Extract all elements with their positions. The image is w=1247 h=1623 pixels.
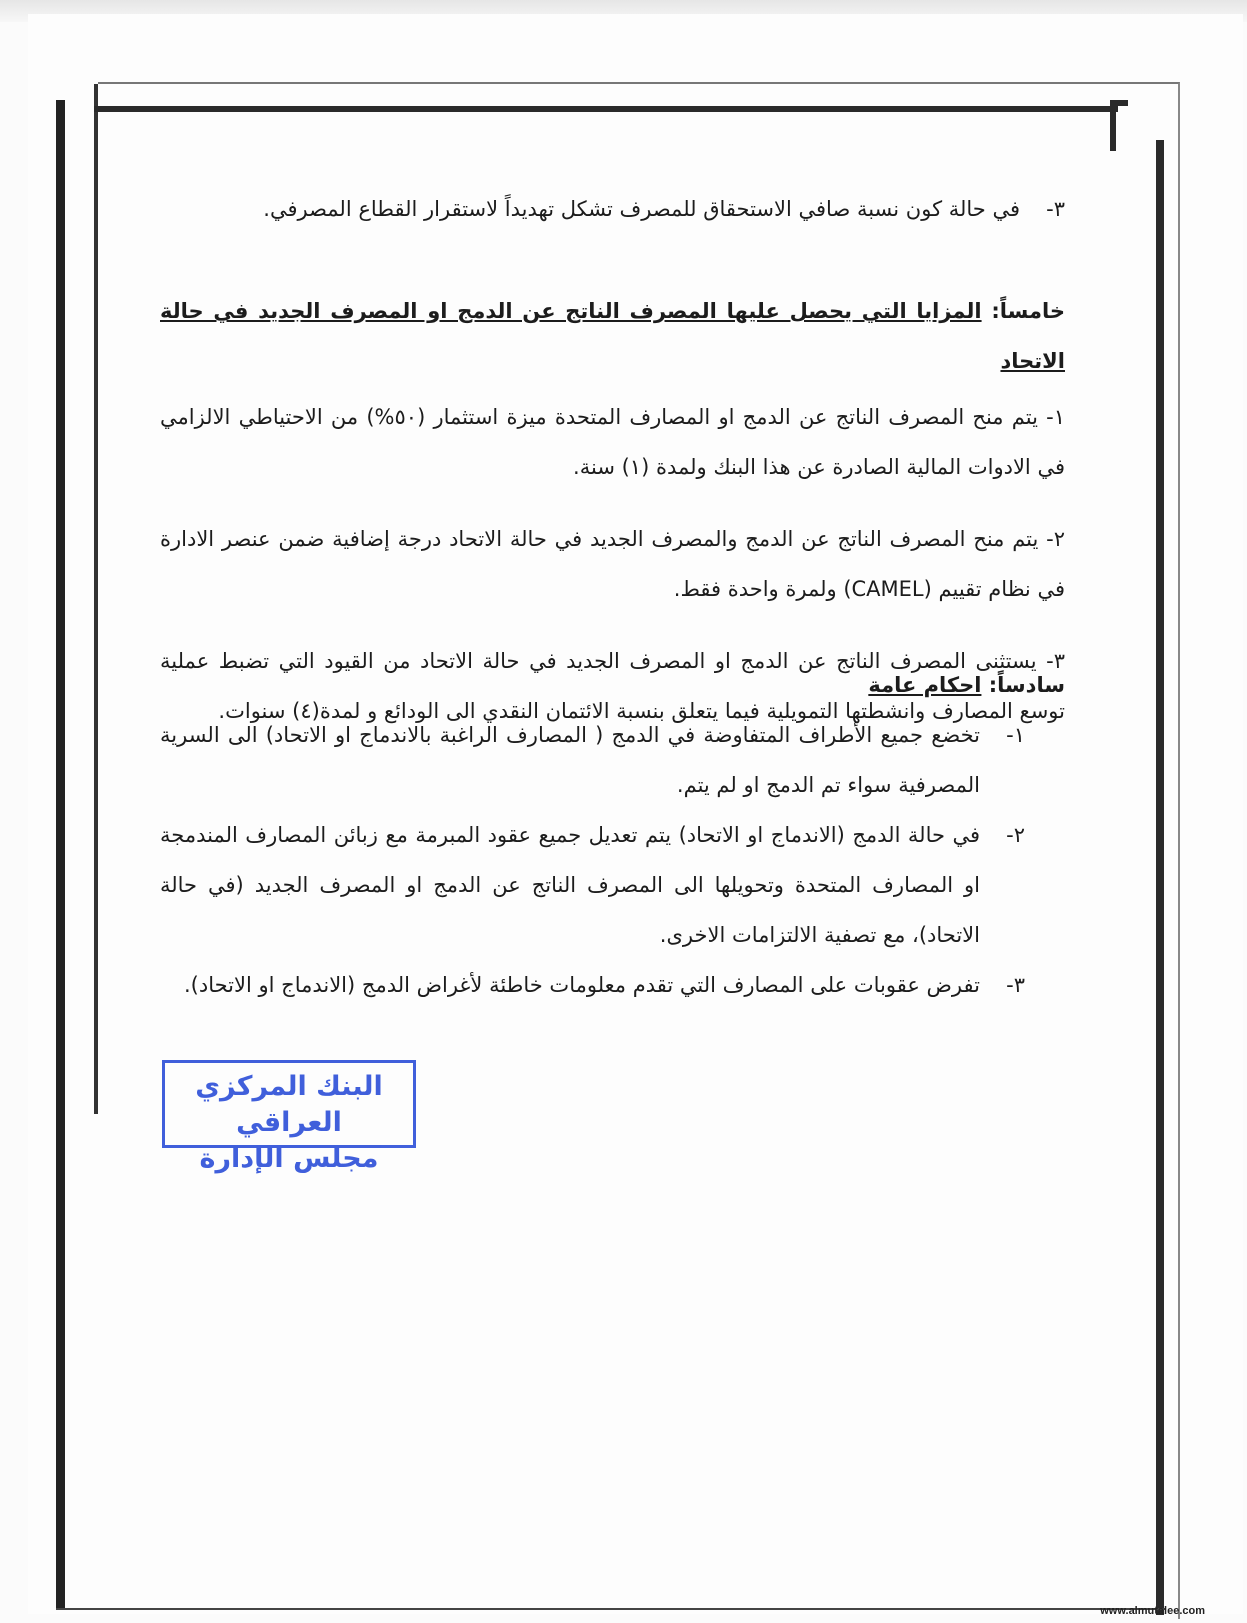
- page-border-corner: [1110, 100, 1128, 151]
- item-text: في حالة كون نسبة صافي الاستحقاق للمصرف تشكل تهديداً لاستقرار القطاع المصرفي.: [263, 197, 1020, 221]
- site-watermark: www.almutalee.com: [1100, 1605, 1205, 1617]
- stamp-line-2: مجلس الإدارة: [199, 1143, 379, 1174]
- section-five-heading: [160, 286, 1065, 386]
- general-provisions-list: [160, 710, 1065, 1010]
- list-item: [160, 960, 1025, 1010]
- page-border-right: [1156, 140, 1164, 1615]
- intro-item: [160, 184, 1065, 234]
- page-border-left-inner: [94, 84, 98, 1114]
- section-five-title: المزايا التي يحصل عليها المصرف الناتج عن الدمج او المصرف الجديد في حالة الاتحاد: [160, 299, 1065, 373]
- section-six: [160, 660, 1065, 1010]
- item-number: ٣-: [1006, 973, 1025, 997]
- list-item: [160, 184, 1065, 234]
- page-border-bottom: [56, 1608, 1166, 1610]
- page-border-top: [94, 106, 1118, 112]
- item-text: تفرض عقوبات على المصارف التي تقدم معلومات خاطئة لأغراض الدمج (الاندماج او الاتحاد).: [183, 973, 980, 997]
- list-item: ٢- يتم منح المصرف الناتج عن الدمج والمصرف الجديد في حالة الاتحاد درجة إضافية ضمن عنصر الادارة في نظام تقييم (CAMEL) ولمرة واحدة فقط.: [160, 527, 1065, 601]
- list-item: [160, 810, 1025, 960]
- item-number: ٣-: [1046, 197, 1065, 221]
- item-number: ١-: [1006, 723, 1025, 747]
- list-item: ١- يتم منح المصرف الناتج عن الدمج او المصارف المتحدة ميزة استثمار (٥٠%) من الاحتياطي الالزامي في الادوات المالية الصادرة عن هذا البنك ولمدة (١) سنة.: [160, 405, 1065, 479]
- stamp-line-1: البنك المركزي العراقي: [195, 1071, 383, 1138]
- page-border-left: [56, 100, 65, 1610]
- section-six-label: سادساً:: [988, 673, 1065, 697]
- item-text: في حالة الدمج (الاندماج او الاتحاد) يتم تعديل جميع عقود المبرمة مع زبائن المصارف المندمجة او المصارف المتحدة وتحويلها الى المصرف الناتج عن الدمج او المصرف الجديد (في حالة الاتحاد)، مع تصفية الالتزامات الاخرى.: [160, 823, 980, 947]
- list-item: [160, 710, 1025, 810]
- list-item: ٣- يستثنى المصرف الناتج عن الدمج او المصرف الجديد في حالة الاتحاد من القيود التي تضبط عملية توسع المصارف وانشطتها التمويلية فيما يتعلق بنسبة الائتمان النقدي الى الودائع و لمدة(٤) سنوات.: [160, 649, 1065, 723]
- item-text: تخضع جميع الأطراف المتفاوضة في الدمج ( المصارف الراغبة بالاندماج او الاتحاد) الى السرية المصرفية سواء تم الدمج او لم يتم.: [160, 723, 980, 797]
- section-five-label: خامساً:: [991, 299, 1065, 323]
- official-stamp: [162, 1060, 416, 1174]
- item-number: ٢-: [1006, 823, 1025, 847]
- section-six-heading: [160, 660, 1065, 710]
- section-six-title: احكام عامة: [868, 673, 982, 697]
